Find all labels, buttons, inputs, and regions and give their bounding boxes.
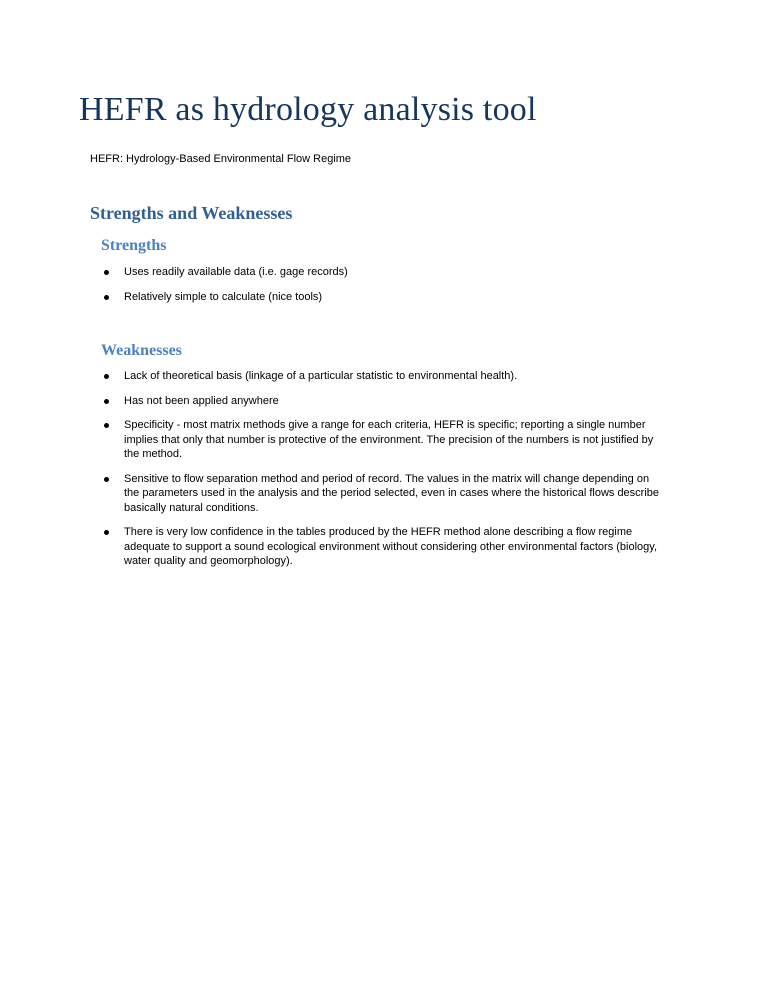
list-item — [0, 525, 664, 569]
list-item-text: Has not been applied anywhere — [124, 394, 279, 407]
bullet-icon — [104, 530, 109, 535]
bullet-icon — [104, 295, 109, 300]
bullet-icon — [104, 477, 109, 482]
document-subtitle: HEFR: Hydrology-Based Environmental Flow Regime — [90, 153, 352, 165]
list-item-text: Specificity - most matrix methods give a range for each criteria, HEFR is specific; reporting a single number implies that only that number is protective of the environment. The precision of the numbers is not justified by the method. — [124, 419, 654, 460]
bullet-icon — [104, 270, 109, 275]
list-item-text: Sensitive to flow separation method and period of record. The values in the matrix will change depending on the parameters used in the analysis and the period selected, even in cases where the historical flows describe basically natural conditions. — [124, 472, 660, 514]
list-item-text: There is very low confidence in the tables produced by the HEFR method alone describing a flow regime adequate to support a sound ecological environment without considering other environmental factors (biology, water quality and geomorphology). — [124, 526, 658, 567]
list-item — [0, 265, 664, 280]
list-item — [0, 394, 664, 409]
weaknesses-heading: Weaknesses — [101, 342, 182, 359]
weaknesses-list — [0, 369, 768, 579]
list-item — [0, 472, 664, 516]
list-item — [0, 369, 664, 384]
list-item — [0, 290, 664, 305]
list-item — [0, 418, 664, 462]
section-heading: Strengths and Weaknesses — [90, 203, 293, 223]
list-item-text: Lack of theoretical basis (linkage of a particular statistic to environmental health). — [124, 370, 518, 382]
strengths-heading: Strengths — [101, 237, 167, 254]
bullet-icon — [104, 423, 109, 428]
strengths-list — [0, 265, 768, 314]
list-item-text: Relatively simple to calculate (nice tools) — [124, 290, 323, 303]
bullet-icon — [104, 374, 109, 379]
list-item-text: Uses readily available data (i.e. gage records) — [124, 266, 348, 278]
document-title: HEFR as hydrology analysis tool — [79, 91, 537, 128]
bullet-icon — [104, 399, 109, 404]
